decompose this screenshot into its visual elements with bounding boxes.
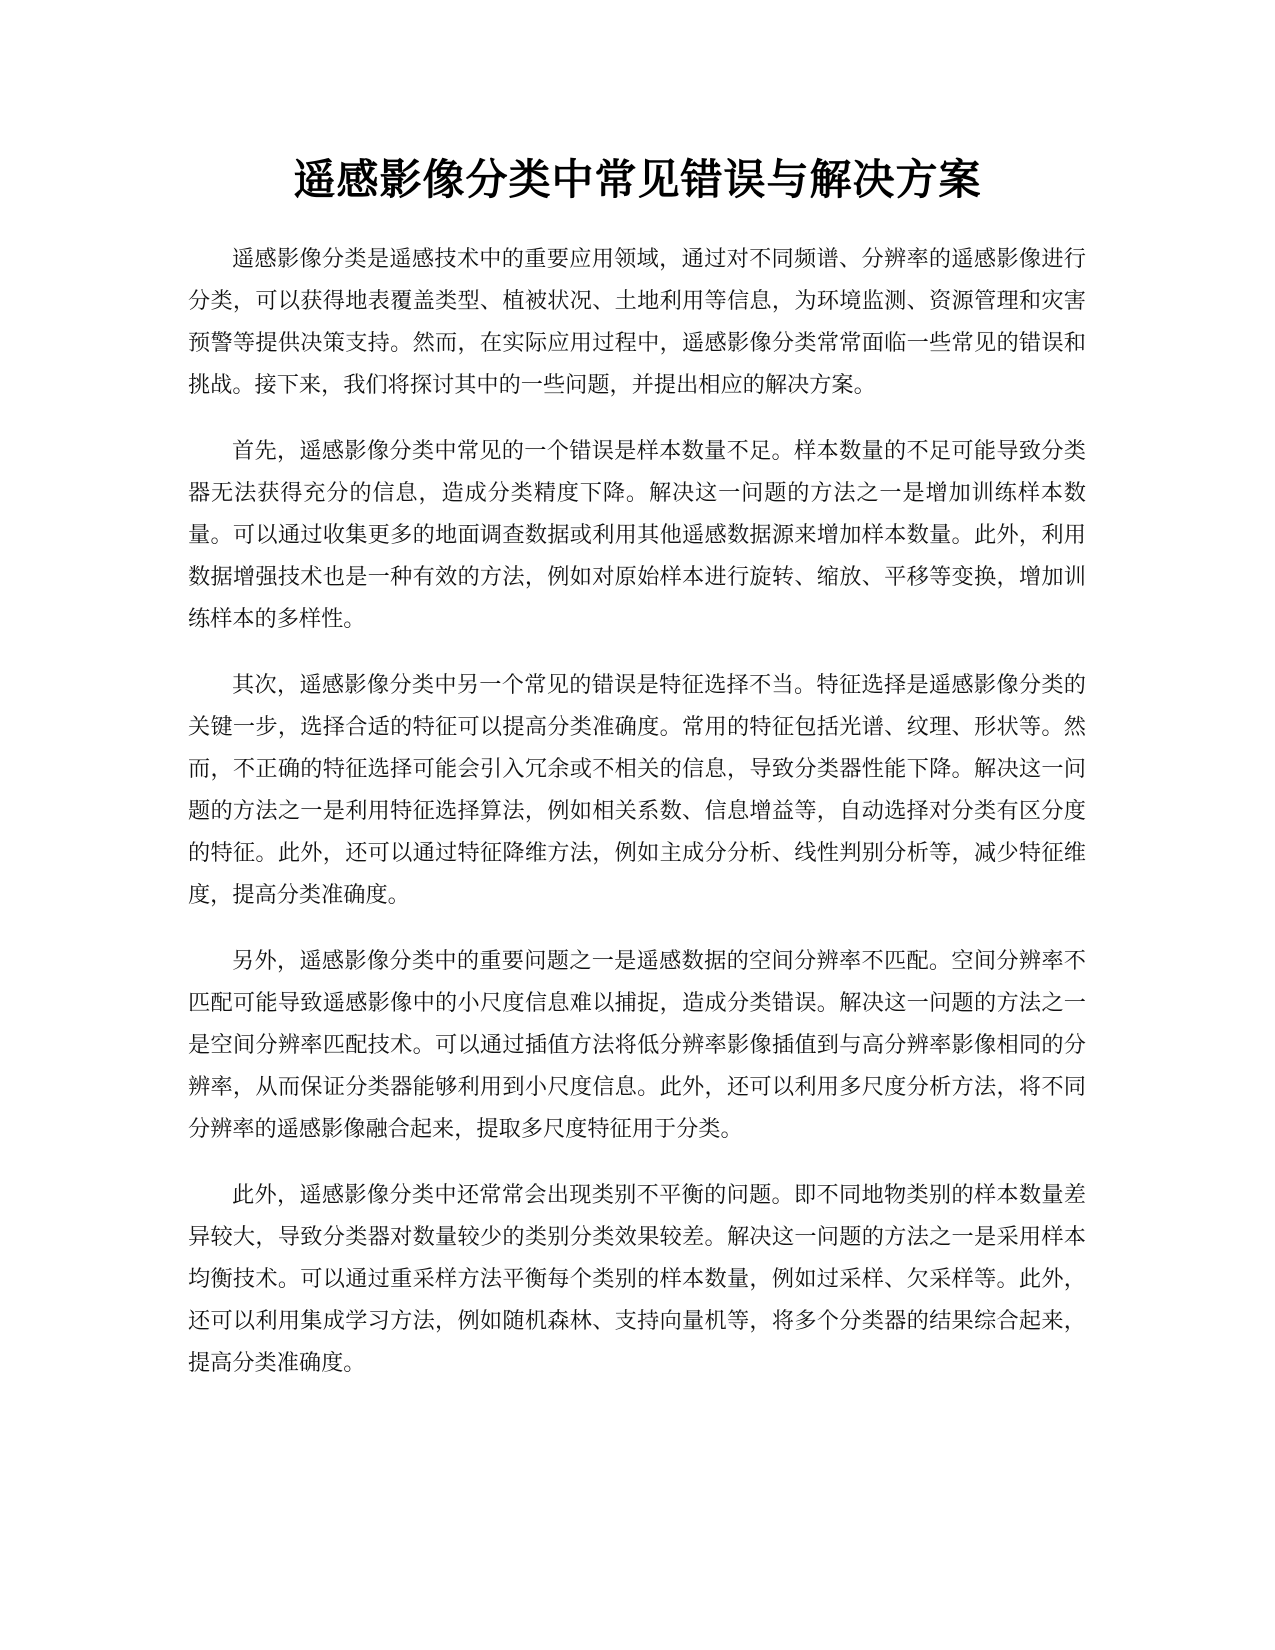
paragraph-sample-size: 首先，遥感影像分类中常见的一个错误是样本数量不足。样本数量的不足可能导致分类器无法获得充分的信息，造成分类精度下降。解决这一问题的方法之一是增加训练样本数量。可以通过收集更多的地面调查数据或利用其他遥感数据源来增加样本数量。此外，利用数据增强技术也是一种有效的方法，例如对原始样本进行旋转、缩放、平移等变换，增加训练样本的多样性。 bbox=[188, 438, 1086, 632]
document-body bbox=[188, 238, 1086, 1408]
paragraph-class-imbalance: 此外，遥感影像分类中还常常会出现类别不平衡的问题。即不同地物类别的样本数量差异较大，导致分类器对数量较少的类别分类效果较差。解决这一问题的方法之一是采用样本均衡技术。可以通过重采样方法平衡每个类别的样本数量，例如过采样、欠采样等。此外，还可以利用集成学习方法，例如随机森林、支持向量机等，将多个分类器的结果综合起来，提高分类准确度。 bbox=[188, 1182, 1086, 1376]
paragraph-feature-selection: 其次，遥感影像分类中另一个常见的错误是特征选择不当。特征选择是遥感影像分类的关键一步，选择合适的特征可以提高分类准确度。常用的特征包括光谱、纹理、形状等。然而，不正确的特征选择可能会引入冗余或不相关的信息，导致分类器性能下降。解决这一问题的方法之一是利用特征选择算法，例如相关系数、信息增益等，自动选择对分类有区分度的特征。此外，还可以通过特征降维方法，例如主成分分析、线性判别分析等，减少特征维度，提高分类准确度。 bbox=[188, 672, 1086, 908]
paragraph-intro: 遥感影像分类是遥感技术中的重要应用领域，通过对不同频谱、分辨率的遥感影像进行分类，可以获得地表覆盖类型、植被状况、土地利用等信息，为环境监测、资源管理和灾害预警等提供决策支持。然而，在实际应用过程中，遥感影像分类常常面临一些常见的错误和挑战。接下来，我们将探讨其中的一些问题，并提出相应的解决方案。 bbox=[188, 246, 1086, 398]
document-title: 遥感影像分类中常见错误与解决方案 bbox=[293, 155, 982, 204]
paragraph-spatial-resolution: 另外，遥感影像分类中的重要问题之一是遥感数据的空间分辨率不匹配。空间分辨率不匹配可能导致遥感影像中的小尺度信息难以捕捉，造成分类错误。解决这一问题的方法之一是空间分辨率匹配技术。可以通过插值方法将低分辨率影像插值到与高分辨率影像相同的分辨率，从而保证分类器能够利用到小尺度信息。此外，还可以利用多尺度分析方法，将不同分辨率的遥感影像融合起来，提取多尺度特征用于分类。 bbox=[188, 948, 1086, 1142]
